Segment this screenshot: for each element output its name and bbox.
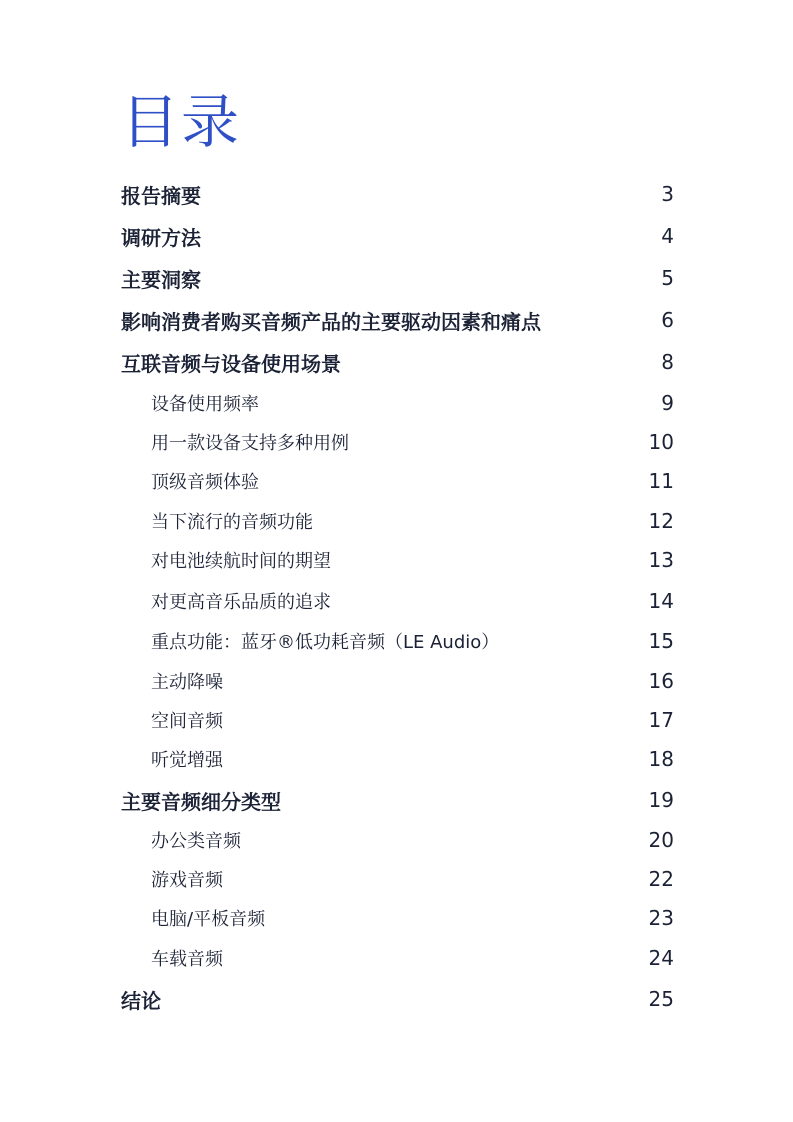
toc-entry-page: 10: [648, 430, 674, 454]
toc-entry[interactable]: [121, 785, 674, 815]
toc-entry[interactable]: [121, 347, 674, 377]
toc-entry-label: 听觉增强: [151, 750, 223, 771]
toc-entry-label: 对更高音乐品质的追求: [151, 592, 331, 613]
toc-entry-label: 设备使用频率: [151, 394, 259, 415]
toc-entry-page: 5: [661, 266, 674, 290]
toc-entry-page: 8: [661, 350, 674, 374]
toc-entry-label: 游戏音频: [151, 870, 223, 891]
toc-entry-page: 25: [648, 987, 674, 1011]
page-title: 目录: [121, 88, 242, 156]
toc-entry-page: 16: [648, 669, 674, 693]
toc-entry-page: 24: [648, 946, 674, 970]
toc-entry-label: 主要洞察: [121, 267, 201, 292]
toc-entry-page: 6: [661, 308, 674, 332]
toc-entry-label: 当下流行的音频功能: [151, 512, 313, 533]
toc-subentry[interactable]: [151, 626, 674, 656]
toc-subentry[interactable]: [151, 506, 674, 536]
toc-entry[interactable]: [121, 305, 674, 335]
toc-entry-label: 主动降噪: [151, 672, 223, 693]
toc-entry-page: 13: [648, 548, 674, 572]
toc-entry-page: 12: [648, 509, 674, 533]
toc-subentry[interactable]: [151, 466, 674, 496]
toc-entry-page: 22: [648, 867, 674, 891]
toc-entry[interactable]: [121, 263, 674, 293]
toc-entry-label: 办公类音频: [151, 831, 241, 852]
toc-entry-label: 电脑/平板音频: [151, 909, 266, 930]
toc-subentry[interactable]: [151, 388, 674, 418]
toc-entry[interactable]: [121, 984, 674, 1014]
toc-entry-label: 空间音频: [151, 711, 223, 732]
toc-entry-page: 15: [648, 629, 674, 653]
toc-entry-page: 4: [661, 224, 674, 248]
toc-subentry[interactable]: [151, 586, 674, 616]
toc-entry-page: 20: [648, 828, 674, 852]
toc-subentry[interactable]: [151, 903, 674, 933]
toc-entry[interactable]: [121, 179, 674, 209]
toc-entry-label: 调研方法: [121, 225, 201, 250]
toc-subentry[interactable]: [151, 545, 674, 575]
toc-entry-label: 车载音频: [151, 949, 223, 970]
toc-entry-label: 影响消费者购买音频产品的主要驱动因素和痛点: [121, 309, 541, 334]
toc-entry-label: 互联音频与设备使用场景: [121, 351, 341, 376]
toc-entry-label: 对电池续航时间的期望: [151, 551, 331, 572]
toc-subentry[interactable]: [151, 943, 674, 973]
toc-entry-page: 23: [648, 906, 674, 930]
toc-entry-label: 用一款设备支持多种用例: [151, 433, 349, 454]
toc-entry-label: 结论: [121, 988, 161, 1013]
toc-subentry[interactable]: [151, 666, 674, 696]
toc-entry-page: 19: [648, 788, 674, 812]
toc-entry-label: 报告摘要: [121, 183, 201, 208]
toc-entry-label: 主要音频细分类型: [121, 789, 281, 814]
toc-entry-page: 9: [661, 391, 674, 415]
toc-subentry[interactable]: [151, 864, 674, 894]
toc-entry[interactable]: [121, 221, 674, 251]
toc-subentry[interactable]: [151, 705, 674, 735]
toc-subentry[interactable]: [151, 744, 674, 774]
toc-subentry[interactable]: [151, 825, 674, 855]
toc-entry-page: 3: [661, 182, 674, 206]
toc-entry-page: 14: [648, 589, 674, 613]
toc-entry-label: 重点功能：蓝牙®低功耗音频（LE Audio）: [151, 632, 500, 653]
toc-entry-page: 17: [648, 708, 674, 732]
toc-entry-page: 18: [648, 747, 674, 771]
toc-entry-page: 11: [648, 469, 674, 493]
toc-entry-label: 顶级音频体验: [151, 472, 259, 493]
toc-subentry[interactable]: [151, 427, 674, 457]
